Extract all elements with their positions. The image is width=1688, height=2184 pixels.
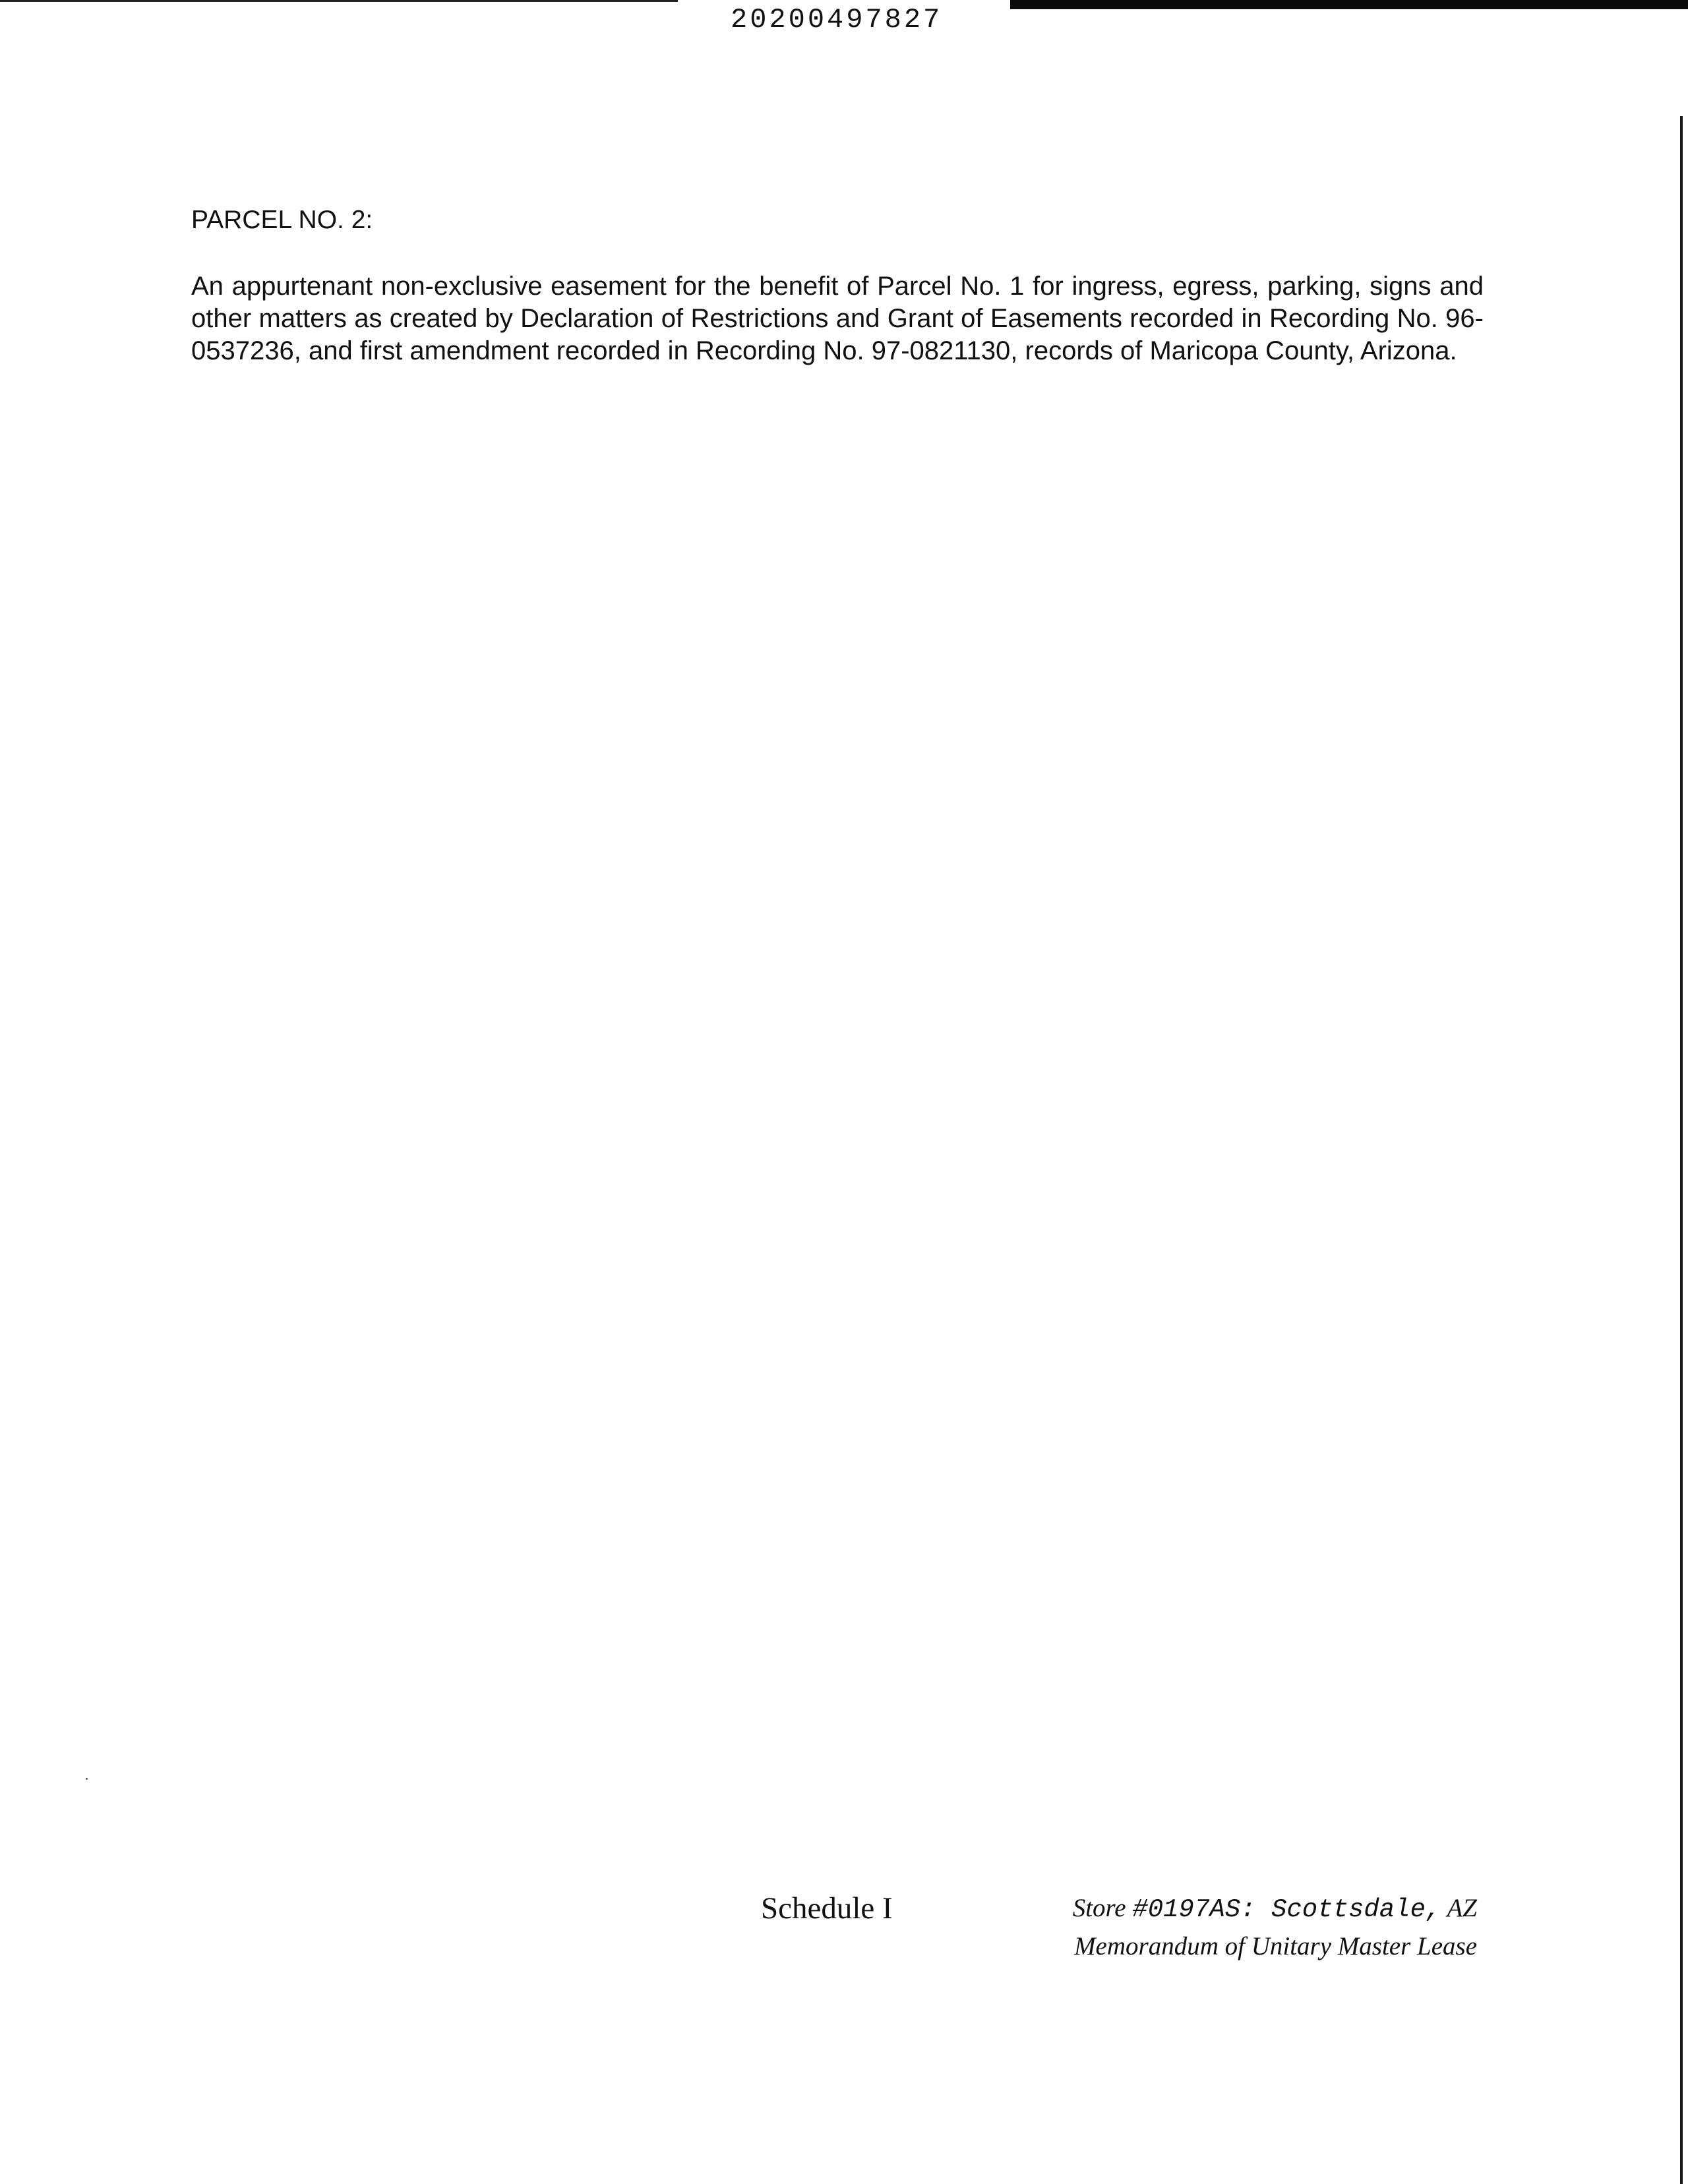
store-number: #0197AS:	[1132, 1895, 1256, 1924]
scan-top-rule-left	[0, 0, 678, 2]
recording-number: 20200497827	[731, 4, 943, 36]
store-state: AZ	[1441, 1894, 1477, 1922]
scan-top-rule-right	[1010, 0, 1688, 9]
parcel-heading: PARCEL NO. 2:	[191, 206, 373, 234]
scan-right-edge	[1680, 116, 1683, 2184]
schedule-label: Schedule I	[761, 1891, 893, 1926]
store-location: Scottsdale,	[1255, 1895, 1441, 1924]
footer-store-line	[1029, 1890, 1477, 1928]
scan-speck	[86, 1778, 88, 1780]
store-prefix: Store	[1072, 1894, 1133, 1922]
memorandum-title: Memorandum of Unitary Master Lease	[1074, 1932, 1477, 1960]
footer-store-block	[1029, 1890, 1477, 1965]
parcel-description: An appurtenant non-exclusive easement for the benefit of Parcel No. 1 for ingress, egress, parking, signs and other matters as created by Declaration of Restrictions and Grant of Easements recorded in Recording No. 96- 0537236, and first amendment recorded in Recording No. 97-0821130, records of Maricopa County, Arizona.	[191, 272, 1484, 365]
